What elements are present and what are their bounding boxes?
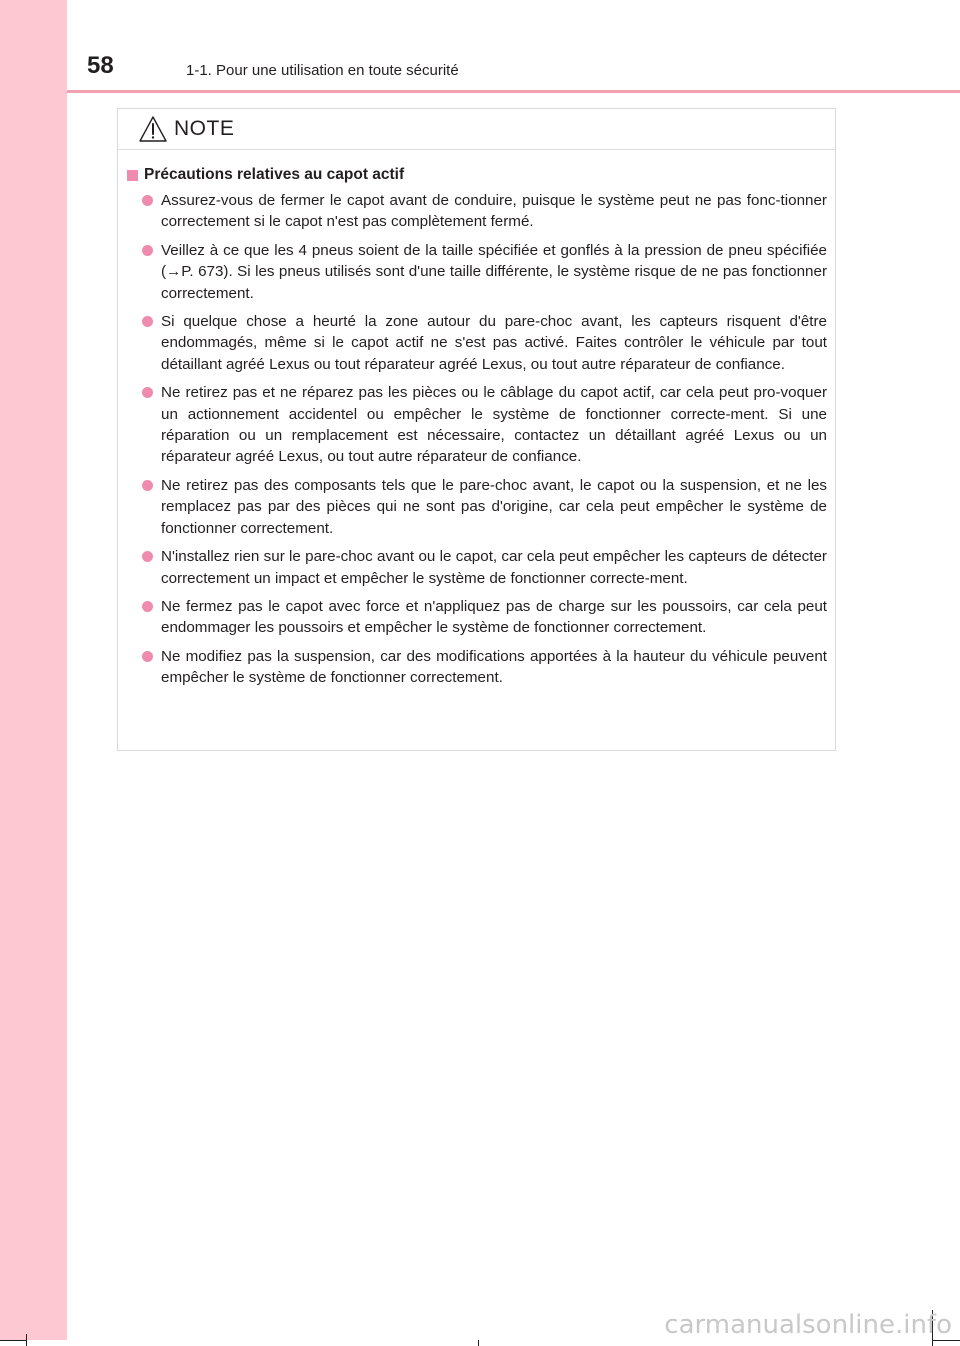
circle-bullet-icon xyxy=(142,551,153,562)
list-item xyxy=(126,546,827,589)
note-subheading xyxy=(126,166,827,184)
circle-bullet-icon xyxy=(142,316,153,327)
page-header xyxy=(67,0,960,92)
list-item xyxy=(126,475,827,539)
circle-bullet-icon xyxy=(142,387,153,398)
list-item-text: Si quelque chose a heurté la zone autour du pare-choc avant, les capteurs risquent d'être endommagés, même si le capot actif ne s'est pas activé. Faites contrôler le véhicule par tout détaillant agréé Lexus ou tout réparateur agréé Lexus, ou tout autre réparateur de confiance. xyxy=(161,313,827,373)
section-title: 1-1. Pour une utilisation en toute sécurité xyxy=(186,62,459,79)
list-item xyxy=(126,311,827,375)
list-item-text: N'installez rien sur le pare-choc avant ou le capot, car cela peut empêcher les capteurs de détecter correctement un impact et empêcher le système de fonctionner correcte-ment. xyxy=(161,548,827,587)
header-rule xyxy=(67,90,960,93)
note-title: NOTE xyxy=(174,117,235,140)
list-item xyxy=(126,382,827,468)
list-item-text: Veillez à ce que les 4 pneus soient de la taille spécifiée et gonflés à la pression de pneu spécifiée (→P. 673). Si les pneus utilisés sont d'une taille différente, le système risque de ne pas fonctionner correctement. xyxy=(161,241,827,302)
list-item xyxy=(126,240,827,304)
list-item-text: Ne retirez pas et ne réparez pas les pièces ou le câblage du capot actif, car cela peut pro-voquer un actionnement accidentel ou empêcher le système de fonctionner correcte-ment. Si une réparation ou un remplacement est nécessaire, contactez un détaillant agréé Lexus ou un réparateur agréé Lexus, ou tout autre réparateur de confiance. xyxy=(161,384,827,466)
circle-bullet-icon xyxy=(142,601,153,612)
circle-bullet-icon xyxy=(142,195,153,206)
warning-triangle-icon xyxy=(138,115,168,143)
list-item-text: Ne retirez pas des composants tels que le pare-choc avant, le capot ou la suspension, et ne les remplacez pas par des pièces qui ne sont pas d'origine, car cela peut empêcher le système de fonctionner correctement. xyxy=(161,476,827,537)
list-item-text: Assurez-vous de fermer le capot avant de conduire, puisque le système peut ne pas fonc-tionner correctement si le capot n'est pas complètement fermé. xyxy=(161,192,827,231)
crop-mark xyxy=(0,1340,26,1341)
list-item-text: Ne modifiez pas la suspension, car des modifications apportées à la hauteur du véhicule peuvent empêcher le système de fonctionner correctement. xyxy=(161,647,827,687)
note-box xyxy=(117,108,836,751)
list-item xyxy=(126,646,827,689)
circle-bullet-icon xyxy=(142,651,153,662)
crop-mark xyxy=(932,1340,960,1341)
side-color-band xyxy=(0,0,67,1340)
note-body xyxy=(118,150,835,689)
note-subheading-text: Précautions relatives au capot actif xyxy=(144,166,405,183)
circle-bullet-icon xyxy=(142,245,153,256)
circle-bullet-icon xyxy=(142,480,153,491)
square-bullet-icon xyxy=(127,170,138,181)
crop-mark xyxy=(478,1340,479,1346)
list-item-text: Ne fermez pas le capot avec force et n'appliquez pas de charge sur les poussoirs, car cela peut endommager les poussoirs et empêcher le système de fonctionner correctement. xyxy=(161,597,827,637)
precaution-list xyxy=(126,190,827,689)
crop-mark xyxy=(26,1334,27,1346)
note-header xyxy=(118,109,835,150)
list-item xyxy=(126,190,827,233)
watermark: carmanualsonline.info xyxy=(664,1310,952,1340)
list-item xyxy=(126,596,827,639)
page-number: 58 xyxy=(87,52,114,79)
